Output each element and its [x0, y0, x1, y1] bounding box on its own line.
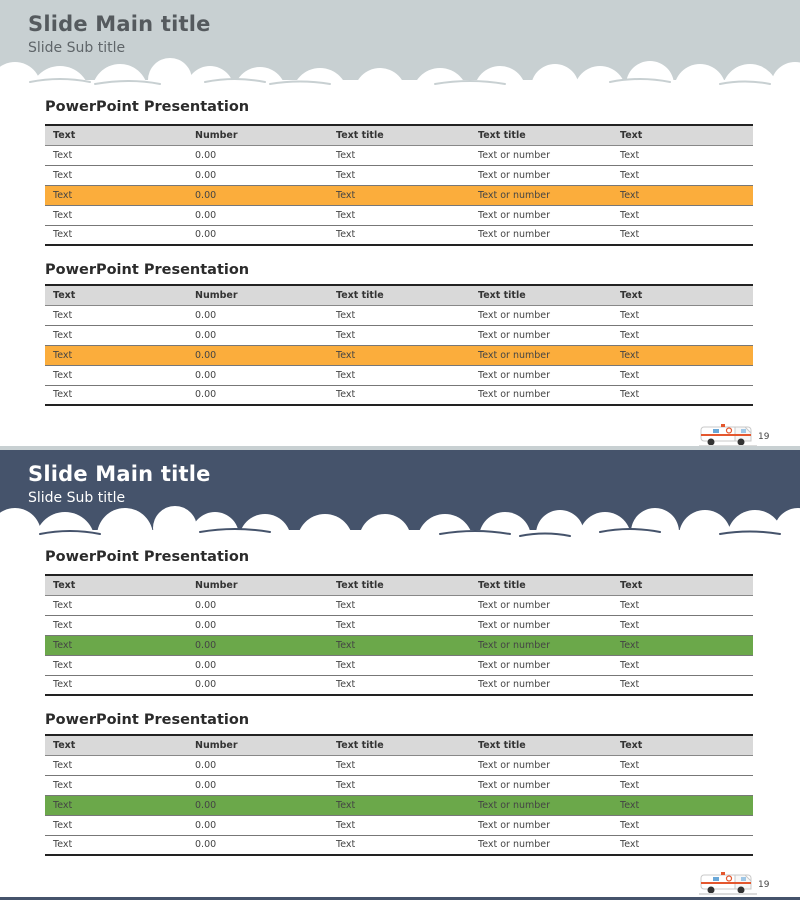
table-cell: Text: [45, 345, 187, 365]
table-row: [45, 755, 753, 775]
table-row: [45, 775, 753, 795]
table-cell: Text or number: [470, 835, 612, 855]
table-cell: Text or number: [470, 755, 612, 775]
table-cell: 0.00: [187, 775, 328, 795]
table-cell: 0.00: [187, 345, 328, 365]
table-cell: Text: [45, 205, 187, 225]
table-cell: Text: [612, 145, 753, 165]
table-row: [45, 205, 753, 225]
table-cell: Text: [612, 305, 753, 325]
data-table: [45, 574, 753, 696]
table-cell: Text: [328, 675, 470, 695]
data-table: [45, 734, 753, 856]
data-table: [45, 284, 753, 406]
column-header: Text: [45, 575, 187, 595]
column-header: Text: [45, 125, 187, 145]
table-cell: Text: [328, 205, 470, 225]
table-cell: Text: [328, 795, 470, 815]
table-cell: Text: [328, 775, 470, 795]
table-cell: Text: [328, 835, 470, 855]
table-cell: Text: [328, 815, 470, 835]
column-header: Text: [612, 575, 753, 595]
table-cell: Text: [45, 635, 187, 655]
table-header-row: [45, 125, 753, 145]
table-cell: Text: [45, 385, 187, 405]
table-cell: Text or number: [470, 185, 612, 205]
table-cell: Text: [612, 655, 753, 675]
highlighted-table-row: [45, 795, 753, 815]
table-cell: Text or number: [470, 345, 612, 365]
table-row: [45, 385, 753, 405]
column-header: Text: [612, 285, 753, 305]
table-cell: Text: [612, 185, 753, 205]
ambulance-icon: [699, 867, 757, 895]
table-cell: Text: [612, 775, 753, 795]
table-cell: 0.00: [187, 635, 328, 655]
table-cell: Text or number: [470, 615, 612, 635]
table-cell: Text or number: [470, 775, 612, 795]
table-cell: 0.00: [187, 655, 328, 675]
table-cell: Text: [45, 225, 187, 245]
table-row: [45, 145, 753, 165]
table-row: [45, 365, 753, 385]
data-table: [45, 124, 753, 246]
table-cell: Text or number: [470, 595, 612, 615]
table-cell: Text: [45, 325, 187, 345]
table-title: PowerPoint Presentation: [45, 262, 250, 278]
table-cell: 0.00: [187, 755, 328, 775]
table-cell: Text or number: [470, 225, 612, 245]
table-cell: Text: [612, 205, 753, 225]
column-header: Text title: [328, 735, 470, 755]
page-number: 19: [758, 432, 770, 442]
table-cell: Text: [45, 145, 187, 165]
table-cell: 0.00: [187, 225, 328, 245]
column-header: Text title: [470, 575, 612, 595]
table-cell: 0.00: [187, 165, 328, 185]
table-row: [45, 655, 753, 675]
table-cell: Text: [45, 615, 187, 635]
table-cell: 0.00: [187, 835, 328, 855]
table-row: [45, 225, 753, 245]
table-cell: Text: [328, 615, 470, 635]
table-cell: Text: [45, 795, 187, 815]
table-cell: 0.00: [187, 325, 328, 345]
table-cell: Text: [612, 325, 753, 345]
table-cell: Text: [328, 385, 470, 405]
table-cell: Text or number: [470, 815, 612, 835]
table-cell: 0.00: [187, 145, 328, 165]
slide-2: [0, 450, 800, 900]
column-header: Text: [45, 735, 187, 755]
table-cell: 0.00: [187, 615, 328, 635]
page-number: 19: [758, 880, 770, 890]
table-cell: Text: [612, 165, 753, 185]
table-row: [45, 815, 753, 835]
table-cell: Text: [45, 165, 187, 185]
table-cell: Text or number: [470, 145, 612, 165]
table-cell: Text or number: [470, 165, 612, 185]
table-cell: 0.00: [187, 815, 328, 835]
table-cell: Text: [328, 165, 470, 185]
column-header: Text title: [328, 285, 470, 305]
slide-header: [0, 450, 800, 560]
table-cell: Text: [612, 345, 753, 365]
table-cell: Text: [328, 635, 470, 655]
table-cell: 0.00: [187, 205, 328, 225]
table-cell: Text: [328, 185, 470, 205]
highlighted-table-row: [45, 185, 753, 205]
table-cell: Text or number: [470, 795, 612, 815]
table-cell: Text or number: [470, 305, 612, 325]
table-cell: Text: [612, 615, 753, 635]
table-cell: 0.00: [187, 795, 328, 815]
table-cell: Text: [328, 755, 470, 775]
table-cell: Text: [45, 775, 187, 795]
table-cell: Text or number: [470, 675, 612, 695]
table-cell: Text: [612, 635, 753, 655]
column-header: Text: [612, 125, 753, 145]
slide-main-title: Slide Main title: [28, 462, 211, 486]
table-cell: 0.00: [187, 305, 328, 325]
table-cell: Text: [612, 385, 753, 405]
table-title: PowerPoint Presentation: [45, 549, 250, 565]
column-header: Text title: [328, 125, 470, 145]
column-header: Number: [187, 125, 328, 145]
table-cell: Text: [612, 835, 753, 855]
table-cell: Text: [45, 835, 187, 855]
column-header: Number: [187, 575, 328, 595]
table-cell: Text: [328, 325, 470, 345]
table-cell: Text: [328, 345, 470, 365]
table-cell: Text: [612, 795, 753, 815]
table-cell: Text: [45, 305, 187, 325]
table-cell: 0.00: [187, 185, 328, 205]
table-cell: Text: [45, 365, 187, 385]
table-cell: Text: [612, 365, 753, 385]
table-cell: Text: [45, 815, 187, 835]
column-header: Number: [187, 735, 328, 755]
table-cell: Text: [45, 755, 187, 775]
column-header: Text: [612, 735, 753, 755]
table-cell: 0.00: [187, 365, 328, 385]
column-header: Text title: [470, 285, 612, 305]
table-row: [45, 615, 753, 635]
slide-main-title: Slide Main title: [28, 12, 211, 36]
table-cell: Text: [45, 655, 187, 675]
table-cell: Text or number: [470, 655, 612, 675]
table-row: [45, 595, 753, 615]
column-header: Text: [45, 285, 187, 305]
table-cell: Text: [328, 365, 470, 385]
table-cell: Text: [612, 595, 753, 615]
table-cell: Text or number: [470, 205, 612, 225]
table-cell: Text: [328, 655, 470, 675]
table-cell: Text or number: [470, 635, 612, 655]
table-cell: Text: [328, 305, 470, 325]
table-row: [45, 305, 753, 325]
table-cell: Text: [612, 815, 753, 835]
table-title: PowerPoint Presentation: [45, 99, 250, 115]
slide-header: [0, 0, 800, 110]
table-cell: Text: [45, 185, 187, 205]
table-cell: Text: [45, 595, 187, 615]
table-header-row: [45, 735, 753, 755]
table-cell: Text: [612, 225, 753, 245]
column-header: Text title: [328, 575, 470, 595]
table-header-row: [45, 575, 753, 595]
table-row: [45, 675, 753, 695]
table-row: [45, 325, 753, 345]
table-cell: 0.00: [187, 675, 328, 695]
table-cell: Text: [328, 225, 470, 245]
table-cell: Text or number: [470, 385, 612, 405]
highlighted-table-row: [45, 635, 753, 655]
column-header: Text title: [470, 125, 612, 145]
slide-sub-title: Slide Sub title: [28, 490, 126, 506]
table-row: [45, 165, 753, 185]
table-title: PowerPoint Presentation: [45, 712, 250, 728]
table-cell: Text or number: [470, 365, 612, 385]
table-header-row: [45, 285, 753, 305]
table-cell: 0.00: [187, 595, 328, 615]
table-cell: Text: [328, 145, 470, 165]
table-cell: Text: [45, 675, 187, 695]
table-cell: Text: [612, 675, 753, 695]
ambulance-icon: [699, 419, 757, 447]
highlighted-table-row: [45, 345, 753, 365]
table-cell: Text: [612, 755, 753, 775]
column-header: Text title: [470, 735, 612, 755]
column-header: Number: [187, 285, 328, 305]
table-cell: Text or number: [470, 325, 612, 345]
table-row: [45, 835, 753, 855]
table-cell: 0.00: [187, 385, 328, 405]
slide-sub-title: Slide Sub title: [28, 40, 126, 56]
table-cell: Text: [328, 595, 470, 615]
